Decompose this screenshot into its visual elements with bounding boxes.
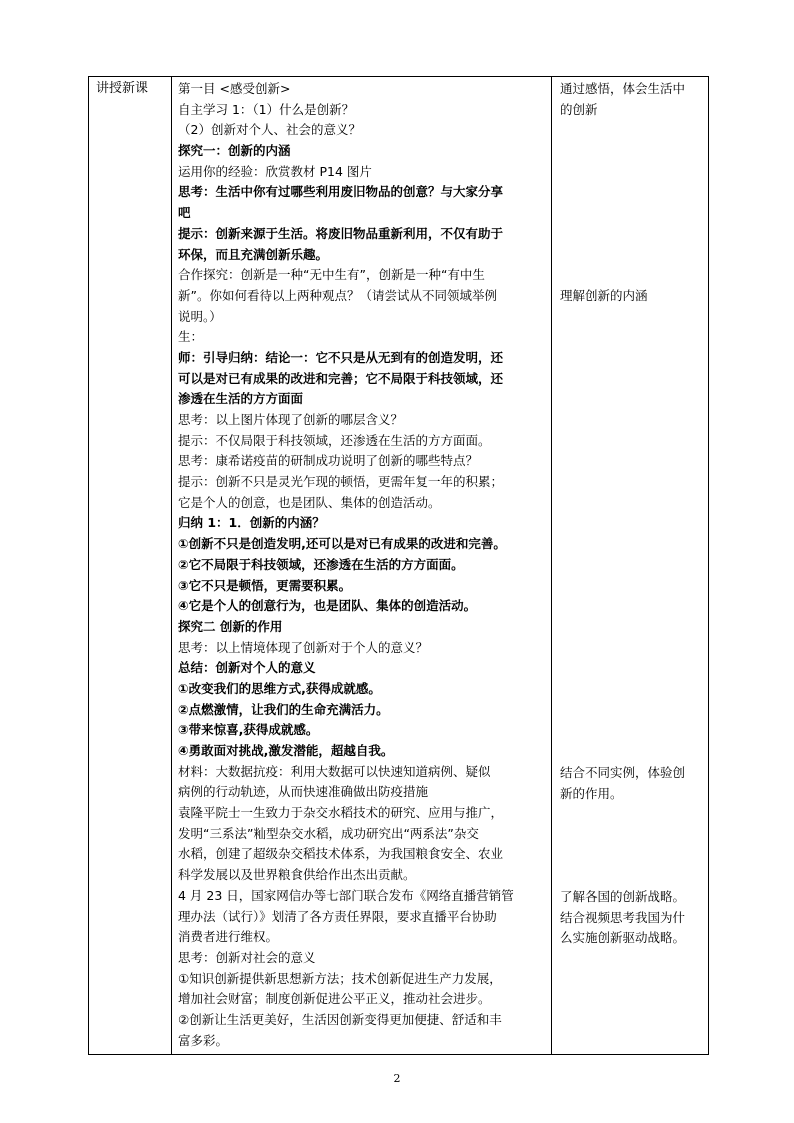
content-line: ④它是个人的创意行为，也是团队、集体的创造活动。: [178, 598, 477, 614]
content-line: 吧: [178, 205, 191, 221]
content-line: 说明。）: [178, 308, 222, 324]
note-block: [560, 286, 708, 307]
note-line: 结合视频思考我国为什: [560, 909, 686, 925]
content-line: ③带来惊喜,获得成就感。: [178, 722, 319, 738]
content-line: 归纳 1：1．创新的内涵？: [178, 515, 325, 531]
note-block: [560, 79, 708, 120]
content-line: 探究二 创新的作用: [178, 618, 283, 634]
content-line: ②创新让生活更美好，生活因创新变得更加便捷、舒适和丰: [178, 1011, 502, 1027]
column-divider-1: [171, 77, 172, 1054]
content-line: ③它不只是顿悟，更需要积累。: [178, 577, 352, 593]
note-line: 通过感悟，体会生活中: [560, 81, 686, 96]
content-line: 自主学习 1：（1）什么是创新？: [178, 101, 355, 117]
content-line: 袁隆平院士一生致力于杂交水稻技术的研究、应用与推广，: [178, 805, 504, 821]
content-line: ①改变我们的思维方式,获得成就感。: [178, 680, 381, 696]
content-line: 理办法（试行）》划清了各方责任界限，要求直播平台协助: [178, 908, 497, 924]
content-line: 富多彩。: [178, 1032, 229, 1048]
content-line: 思考：以上情境体现了创新对于个人的意义？: [178, 639, 429, 655]
content-line: 合作探究：创新是一种“无中生有”，创新是一种“有中生: [178, 267, 485, 283]
note-block: [560, 887, 708, 949]
content-line: 思考：康希诺疫苗的研制成功说明了创新的哪些特点？: [178, 453, 479, 469]
content-line: ①创新不只是创造发明,还可以是对已有成果的改进和完善。: [178, 536, 506, 552]
note-line: 理解创新的内涵: [560, 288, 648, 303]
content-line: 发明“三系法”籼型杂交水稻，成功研究出“两系法”杂交: [178, 825, 479, 841]
content-line: ①知识创新提供新思想新方法；技术创新促进生产力发展，: [178, 970, 502, 986]
note-block: [560, 763, 708, 804]
content-line: 材料：大数据抗疫：利用大数据可以快速知道病例、疑似: [178, 763, 491, 779]
content-line: 思考：以上图片体现了创新的哪层含义？: [178, 412, 404, 427]
content-line: 渗透在生活的方方面面: [178, 391, 304, 407]
content-line: 它是个人的创意，也是团队、集体的创造活动。: [178, 494, 441, 510]
content-line: （2）创新对个人、社会的意义？: [178, 122, 361, 138]
note-line: 的创新: [560, 101, 598, 117]
content-line: ④勇敢面对挑战,激发潜能，超越自我。: [178, 743, 394, 758]
content-line: 探究一：创新的内涵: [178, 143, 291, 159]
lesson-table: [88, 76, 709, 1055]
note-line: 么实施创新驱动战略。: [560, 930, 686, 946]
content-line: 消费者进行维权。: [178, 929, 279, 945]
content-line: 环保，而且充满创新乐趣。: [178, 246, 329, 262]
content-line: 水稻，创建了超级杂交稻技术体系，为我国粮食安全、农业: [178, 846, 504, 862]
content-line: 可以是对已有成果的改进和完善；它不局限于科技领域，还: [178, 370, 504, 386]
content-line: 科学发展以及世界粮食供给作出杰出贡献。: [178, 867, 416, 883]
content-line: 提示：创新不只是灵光乍现的顿悟，更需年复一年的积累；: [178, 474, 504, 490]
content-line: ②它不局限于科技领域，还渗透在生活的方方面面。: [178, 556, 464, 572]
content-line: 提示：不仅局限于科技领域，还渗透在生活的方方面面。: [178, 432, 491, 448]
content-line: 4 月 23 日，国家网信办等七部门联合发布《网络直播营销管: [178, 887, 514, 903]
content-line: ②点燃激情，让我们的生命充满活力。: [178, 701, 389, 717]
section-label: 讲授新课: [96, 81, 149, 96]
content-line: 第一目 <感受创新>: [178, 81, 291, 96]
page-number: 2: [393, 1072, 401, 1085]
content-line: 提示：创新来源于生活。将废旧物品重新利用，不仅有助于: [178, 225, 504, 241]
content-line: 总结：创新对个人的意义: [178, 660, 316, 676]
note-line: 了解各国的创新战略。: [560, 889, 686, 904]
content-line: 师：引导归纳：结论一：它不只是从无到有的创造发明，还: [178, 349, 504, 365]
content-line: 生：: [178, 329, 204, 345]
content-column: [178, 79, 548, 1051]
content-line: 病例的行动轨迹，从而快速准确做出防疫措施: [178, 784, 429, 800]
content-line: 新”。你如何看待以上两种观点？（请尝试从不同领域举例: [178, 287, 497, 303]
column-divider-2: [551, 77, 552, 1054]
note-line: 结合不同实例，体验创: [560, 765, 686, 780]
note-line: 新的作用。: [560, 785, 623, 801]
content-line: 思考：生活中你有过哪些利用废旧物品的创意？与大家分享: [178, 184, 504, 200]
content-line: 增加社会财富；制度创新促进公平正义，推动社会进步。: [178, 991, 491, 1007]
content-line: 思考：创新对社会的意义: [178, 949, 316, 965]
content-line: 运用你的经验：欣赏教材 P14 图片: [178, 163, 372, 179]
